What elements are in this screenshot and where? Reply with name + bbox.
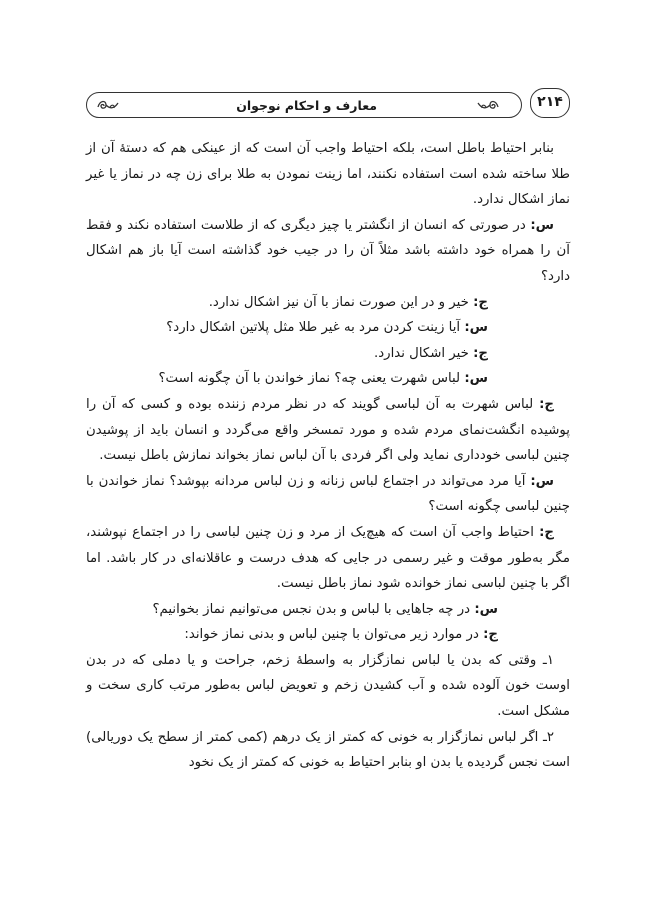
paragraph-text: در چه جاهایی با لباس و بدن نجس می‌توانیم نماز بخوانیم؟ [152, 601, 475, 617]
running-title: معارف و احکام نوجوان [236, 98, 377, 113]
question-paragraph [86, 597, 570, 623]
page-number: ۲۱۴ [530, 88, 570, 118]
page-body [86, 136, 570, 776]
question-paragraph [86, 469, 570, 520]
question-paragraph [86, 366, 570, 392]
paragraph-text: ۲ـ اگر لباس نمازگزار به خونی که کمتر از یک درهم (کمی کمتر از سطح یک دوریالی) است نجس گردیده یا بدن او بنابر احتیاط به خونی که کمتر از یک نخود [86, 729, 570, 771]
answer-paragraph [86, 392, 570, 469]
answer-label: ج: [473, 345, 488, 361]
paragraph-text: در صورتی که انسان از انگشتر یا چیز دیگری که از طلاست استفاده نکند و فقط آن را همراه خود داشته باشد مثلاً آن را در جیب خود گذاشته است آیا باز هم اشکال دارد؟ [86, 217, 570, 284]
question-label: س: [464, 320, 488, 336]
paragraph-text: لباس شهرت به آن لباسی گویند که در نظر مردم زننده بوده و کسی که آن را پوشیده انگشت‌نمای مردم شده و مورد تمسخر واقع می‌گردد و انسان باید از پوشیدن چنین لباسی خودداری نماید ولی اگر فردی با آن لباس نماز بخواند نمازش باطل نیست. [86, 396, 570, 464]
question-label: س: [530, 473, 554, 489]
paragraph-text: لباس شهرت یعنی چه؟ نماز خواندن با آن چگونه است؟ [158, 371, 465, 387]
answer-paragraph [86, 622, 570, 648]
paragraph-text: ۱ـ وقتی که بدن یا لباس نمازگزار به واسطهٔ زخم، جراحت و یا دملی که در بدن اوست خون آلوده شده و آب کشیدن زخم و تعویض لباس به‌طور مرتب کاری سخت و مشکل است. [86, 652, 570, 720]
text-paragraph [86, 725, 570, 776]
header-frame [86, 92, 522, 118]
paragraph-text: بنابر احتیاط باطل است، بلکه احتیاط واجب آن است که از عینکی هم که دستهٔ آن از طلا ساخته شده است استفاده نکنند، اما زینت نمودن به طلا برای زن چه در نماز یا غیر نماز اشکال ندارد. [86, 141, 570, 208]
question-label: س: [530, 217, 554, 233]
question-label: س: [474, 601, 498, 617]
text-paragraph [86, 648, 570, 725]
floral-ornament-icon [475, 96, 501, 114]
paragraph-text: احتیاط واجب آن است که هیچ‌یک از مرد و زن چنین لباسی را در اجتماع نپوشند، مگر به‌طور موقت و غیر رسمی در جایی که هدف درست و عاقلانه‌ای در کار باشد. اما اگر با چنین لباسی نماز خوانده شود نماز باطل نیست. [86, 524, 570, 592]
answer-label: ج: [473, 294, 488, 310]
paragraph-text: آیا زینت کردن مرد به غیر طلا مثل پلاتین اشکال دارد؟ [166, 320, 465, 336]
question-paragraph [86, 213, 570, 290]
answer-label: ج: [539, 396, 554, 412]
paragraph-text: آیا مرد می‌تواند در اجتماع لباس زنانه و زن لباس مردانه بپوشد؟ نماز خواندن با چنین لباسی چگونه است؟ [86, 473, 570, 515]
paragraph-text: خیر و در این صورت نماز با آن نیز اشکال ندارد. [208, 294, 474, 310]
answer-paragraph [86, 520, 570, 597]
answer-paragraph [86, 341, 570, 367]
paragraph-text: در موارد زیر می‌توان با چنین لباس و بدنی نماز خواند: [184, 627, 484, 643]
paragraph-text: خیر اشکال ندارد. [374, 345, 474, 361]
page-header [86, 88, 570, 120]
question-label: س: [464, 371, 488, 387]
answer-paragraph [86, 290, 570, 316]
text-paragraph [86, 136, 570, 213]
answer-label: ج: [539, 524, 554, 540]
question-paragraph [86, 315, 570, 341]
answer-label: ج: [483, 627, 498, 643]
floral-ornament-icon [95, 96, 121, 114]
